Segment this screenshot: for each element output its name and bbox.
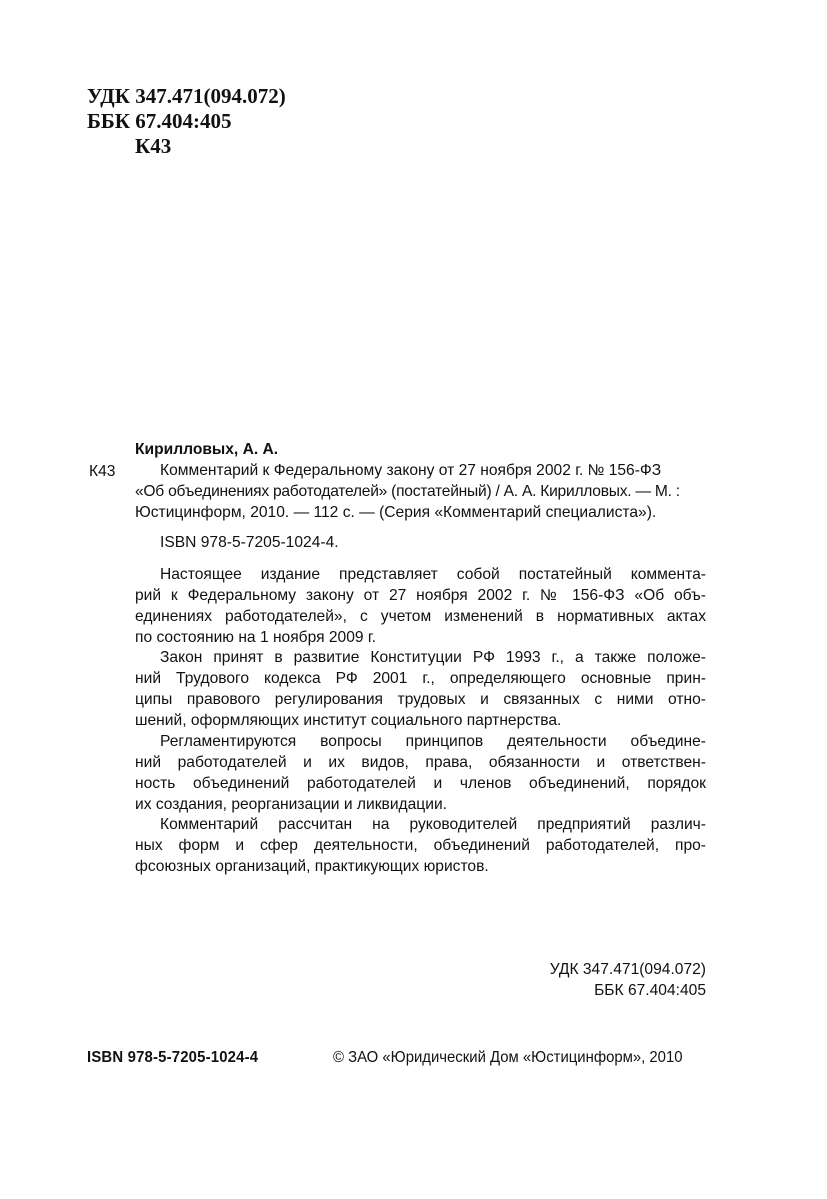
abstract-line: Настоящее издание представляет собой постатейный коммента-	[160, 566, 706, 583]
abstract-line: ний работодателей и их видов, права, обязанности и ответствен-	[135, 754, 706, 771]
udk-classification: УДК 347.471(094.072)	[549, 961, 706, 978]
udk-code: УДК 347.471(094.072)	[87, 84, 286, 108]
abstract-line: Регламентируются вопросы принципов деятельности объедине-	[160, 733, 706, 750]
description-line: Комментарий к Федеральному закону от 27 ноября 2002 г. № 156-ФЗ	[160, 462, 662, 479]
abstract-line: единениях работодателей», с учетом изменений в нормативных актах	[135, 608, 706, 625]
abstract-line: рий к Федеральному закону от 27 ноября 2002 г. № 156-ФЗ «Об объ-	[135, 587, 706, 604]
abstract-line: ний Трудового кодекса РФ 2001 г., определяющего основные прин-	[135, 670, 706, 687]
abstract-line: по состоянию на 1 ноября 2009 г.	[135, 629, 377, 646]
abstract-line: ципы правового регулирования трудовых и связанных с ними отно-	[135, 691, 706, 708]
bbk-code: ББК 67.404:405	[87, 109, 232, 133]
description-line: Юстицинформ, 2010. — 112 с. — (Серия «Комментарий специалиста»).	[135, 504, 657, 521]
isbn-footer: ISBN 978-5-7205-1024-4	[87, 1049, 259, 1066]
bbk-classification: ББК 67.404:405	[594, 982, 706, 999]
author-name: Кирилловых, А. А.	[135, 441, 279, 458]
abstract-line: шений, оформляющих институт социального партнерства.	[135, 712, 562, 729]
abstract-line: фсоюзных организаций, практикующих юристов.	[135, 858, 489, 875]
description-line: «Об объединениях работодателей» (постатейный) / А. А. Кирилловых. — М. :	[135, 483, 680, 500]
copyright-notice: © ЗАО «Юридический Дом «Юстицинформ», 2010	[333, 1049, 683, 1066]
abstract-line: Закон принят в развитие Конституции РФ 1993 г., а также положе-	[160, 649, 706, 666]
abstract-line: их создания, реорганизации и ликвидации.	[135, 796, 447, 813]
cutter-mark: К43	[89, 463, 116, 480]
author-mark: К43	[135, 134, 172, 158]
abstract-line: ность объединений работодателей и членов объединений, порядок	[135, 775, 706, 792]
abstract-line: ных форм и сфер деятельности, объединений работодателей, про-	[135, 837, 706, 854]
record-isbn: ISBN 978-5-7205-1024-4.	[160, 534, 339, 551]
abstract-line: Комментарий рассчитан на руководителей предприятий различ-	[160, 816, 706, 833]
